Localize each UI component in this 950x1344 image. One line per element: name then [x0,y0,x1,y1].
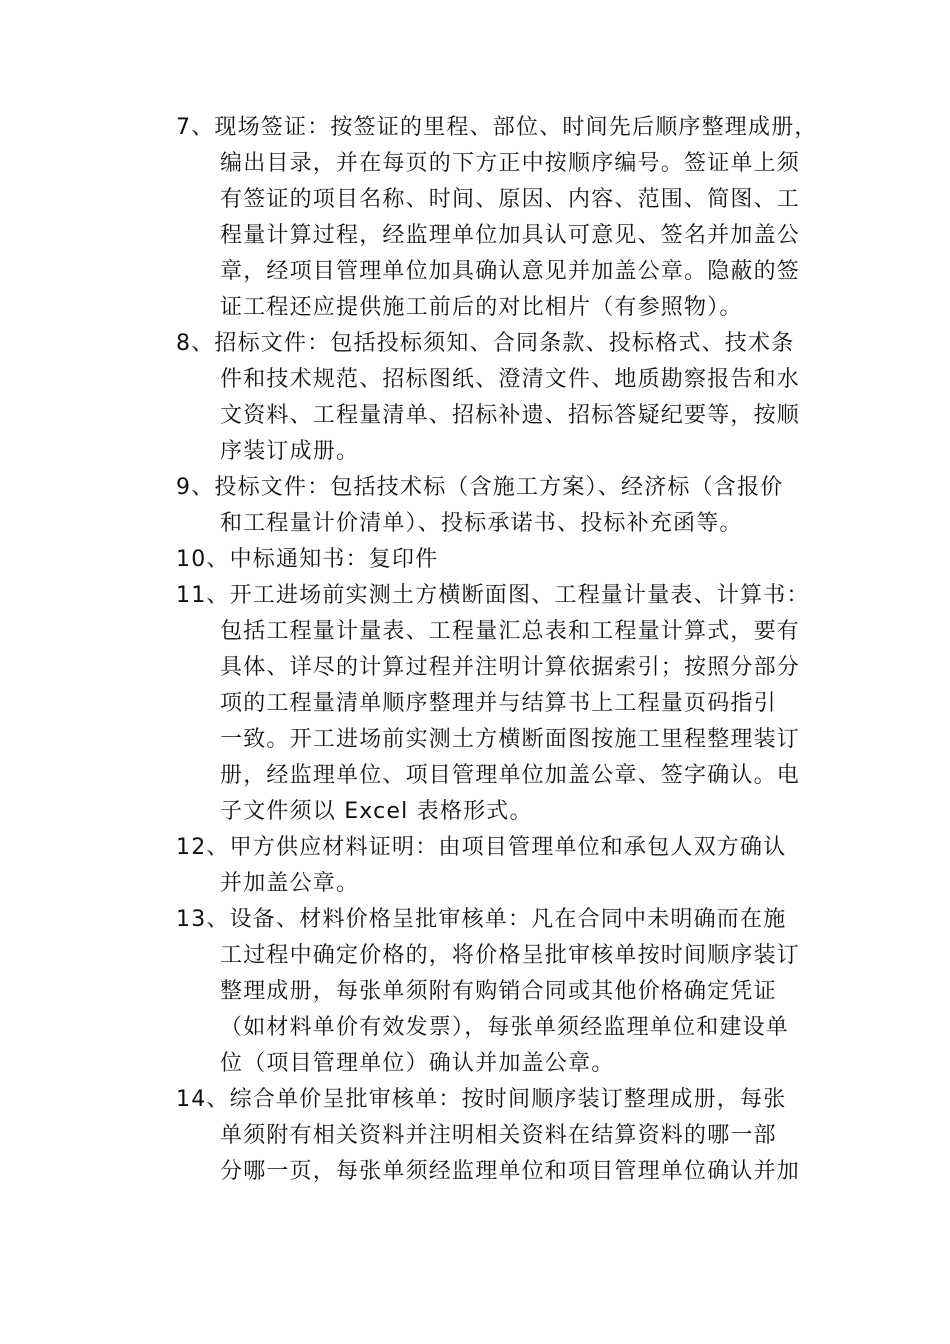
list-item-line: 位（项目管理单位）确认并加盖公章。 [220,1051,615,1076]
list-item-line: 12、甲方供应材料证明：由项目管理单位和承包人双方确认 [176,835,787,860]
list-item-line: 分哪一页，每张单须经监理单位和项目管理单位确认并加 [220,1159,801,1184]
list-item-line: 程量计算过程，经监理单位加具认可意见、签名并加盖公 [220,223,801,248]
list-item-line: 项的工程量清单顺序整理并与结算书上工程量页码指引 [220,691,777,716]
list-item-line: 件和技术规范、招标图纸、澄清文件、地质勘察报告和水 [220,367,801,392]
list-item-line: 册，经监理单位、项目管理单位加盖公章、签字确认。电 [220,763,801,788]
list-item-line: 工过程中确定价格的，将价格呈批审核单按时间顺序装订 [220,943,801,968]
list-item-line: 10、中标通知书：复印件 [176,547,439,572]
list-item-line: 有签证的项目名称、时间、原因、内容、范围、简图、工 [220,187,801,212]
list-item-line: 7、现场签证：按签证的里程、部位、时间先后顺序整理成册， [176,115,818,140]
list-item-line: 具体、详尽的计算过程并注明计算依据索引；按照分部分 [220,655,801,680]
list-item-line: 证工程还应提供施工前后的对比相片（有参照物）。 [220,295,743,320]
list-item-line: 包括工程量计量表、工程量汇总表和工程量计算式，要有 [220,619,801,644]
list-item-line: （如材料单价有效发票），每张单须经监理单位和建设单 [220,1015,790,1040]
list-item-line: 一致。开工进场前实测土方横断面图按施工里程整理装订 [220,727,801,752]
list-item-line: 14、综合单价呈批审核单：按时间顺序装订整理成册，每张 [176,1087,787,1112]
list-item-line: 编出目录，并在每页的下方正中按顺序编号。签证单上须 [220,151,801,176]
list-item-line: 8、招标文件：包括投标须知、合同条款、投标格式、技术条 [176,331,795,356]
list-item-line: 序装订成册。 [220,439,360,464]
list-item-line: 11、开工进场前实测土方横断面图、工程量计量表、计算书： [176,583,810,608]
list-item-line: 和工程量计价清单）、投标承诺书、投标补充函等。 [220,511,743,536]
list-item-line: 子文件须以 Excel 表格形式。 [220,799,533,824]
list-item-line: 章，经项目管理单位加具确认意见并加盖公章。隐蔽的签 [220,259,801,284]
list-item-line: 13、设备、材料价格呈批审核单：凡在合同中未明确而在施 [176,907,787,932]
list-item-line: 整理成册，每张单须附有购销合同或其他价格确定凭证 [220,979,777,1004]
list-item-line: 9、投标文件：包括技术标（含施工方案）、经济标（含报价 [176,475,784,500]
list-item-line: 单须附有相关资料并注明相关资料在结算资料的哪一部 [220,1123,777,1148]
list-item-line: 并加盖公章。 [220,871,360,896]
list-item-line: 文资料、工程量清单、招标补遗、招标答疑纪要等，按顺 [220,403,801,428]
